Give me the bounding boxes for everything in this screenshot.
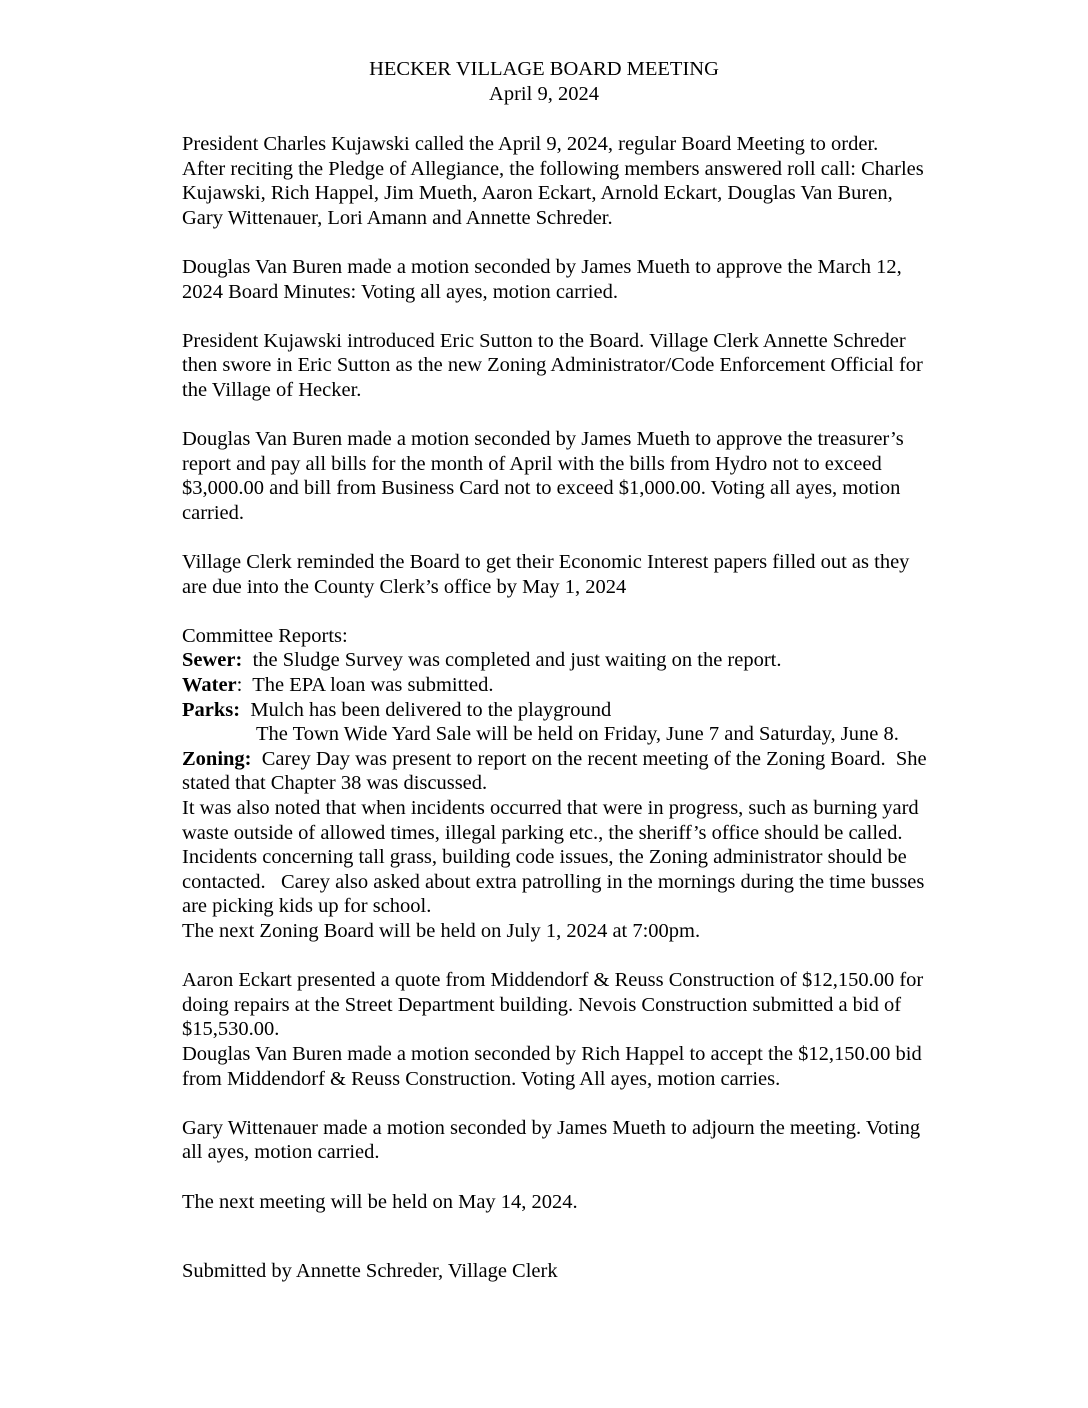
- text-line: are due into the County Clerk’s office by May 1, 2024: [182, 575, 627, 598]
- text-line: 2024 Board Minutes: Voting all ayes, motion carried.: [182, 280, 618, 303]
- text-line: The next Zoning Board will be held on July 1, 2024 at 7:00pm.: [182, 920, 701, 942]
- adjourn-paragraph: [182, 1116, 972, 1165]
- text-line: Douglas Van Buren made a motion seconded by James Mueth to approve the March 12,: [182, 255, 902, 278]
- water-label: Water: [182, 674, 237, 697]
- call-to-order-paragraph: [182, 132, 972, 230]
- text-line: Douglas Van Buren made a motion seconded by Rich Happel to accept the $12,150.00 bid: [182, 1042, 922, 1065]
- meeting-date: April 9, 2024: [489, 83, 599, 105]
- committee-reports-section: [182, 624, 972, 944]
- street-department-paragraph: [182, 968, 972, 1091]
- text-line: then swore in Eric Sutton as the new Zoning Administrator/Code Enforcement Official for: [182, 354, 923, 377]
- sewer-report: [182, 648, 972, 673]
- text-line: from Middendorf & Reuss Construction. Voting All ayes, motion carries.: [182, 1067, 781, 1090]
- text-line: report and pay all bills for the month of April with the bills from Hydro not to exceed: [182, 452, 882, 475]
- text-line: waste outside of allowed times, illegal parking etc., the sheriff’s office should be called.: [182, 821, 903, 844]
- text-line: Gary Wittenauer, Lori Amann and Annette Schreder.: [182, 206, 613, 229]
- parks-report: [182, 698, 972, 723]
- text-line: Kujawski, Rich Happel, Jim Mueth, Aaron Eckart, Arnold Eckart, Douglas Van Buren,: [182, 182, 893, 205]
- text-line: $15,530.00.: [182, 1018, 280, 1041]
- swearing-in-paragraph: [182, 329, 972, 403]
- text-line: Douglas Van Buren made a motion seconded by James Mueth to approve the treasurer’s: [182, 428, 904, 451]
- zoning-text: Carey Day was present to report on the recent meeting of the Zoning Board. She: [251, 747, 927, 770]
- text-line: The next meeting will be held on May 14, 2024.: [182, 1190, 578, 1213]
- submitted-by: Submitted by Annette Schreder, Village Clerk: [182, 1260, 558, 1282]
- text-line: the Village of Hecker.: [182, 378, 362, 401]
- text-line: carried.: [182, 501, 245, 524]
- minutes-body: [182, 132, 972, 1239]
- text-line: President Charles Kujawski called the April 9, 2024, regular Board Meeting to order.: [182, 133, 879, 155]
- document-title: HECKER VILLAGE BOARD MEETING: [369, 58, 719, 80]
- text-line: Gary Wittenauer made a motion seconded by James Mueth to adjourn the meeting. Voting: [182, 1116, 921, 1139]
- text-line: Incidents concerning tall grass, building code issues, the Zoning administrator should be: [182, 846, 907, 869]
- parks-label: Parks:: [182, 698, 241, 721]
- treasurer-report-paragraph: [182, 427, 972, 525]
- zoning-report: [182, 747, 972, 772]
- text-line: all ayes, motion carried.: [182, 1141, 380, 1164]
- text-line: stated that Chapter 38 was discussed.: [182, 772, 488, 795]
- sewer-label: Sewer:: [182, 649, 243, 672]
- text-line: Village Clerk reminded the Board to get their Economic Interest papers filled out as they: [182, 551, 910, 574]
- text-line: are picking kids up for school.: [182, 895, 432, 918]
- water-report: [182, 673, 972, 698]
- zoning-label: Zoning:: [182, 747, 252, 770]
- minutes-approval-paragraph: [182, 255, 972, 304]
- committee-reports-heading: Committee Reports:: [182, 624, 348, 647]
- next-meeting-paragraph: [182, 1190, 972, 1215]
- text-line: doing repairs at the Street Department building. Nevois Construction submitted a bid of: [182, 993, 902, 1016]
- water-text: : The EPA loan was submitted.: [236, 674, 494, 697]
- text-line: $3,000.00 and bill from Business Card not to exceed $1,000.00. Voting all ayes, motion: [182, 477, 901, 500]
- yard-sale-note: The Town Wide Yard Sale will be held on Friday, June 7 and Saturday, June 8.: [256, 723, 899, 746]
- parks-text: Mulch has been delivered to the playground: [240, 698, 612, 721]
- text-line: President Kujawski introduced Eric Sutton to the Board. Village Clerk Annette Schreder: [182, 329, 906, 352]
- text-line: It was also noted that when incidents occurred that were in progress, such as burning yard: [182, 797, 919, 820]
- text-line: contacted. Carey also asked about extra patrolling in the mornings during the time busses: [182, 870, 925, 893]
- economic-interest-paragraph: [182, 550, 972, 599]
- text-line: After reciting the Pledge of Allegiance, the following members answered roll call: Charles: [182, 157, 924, 180]
- sewer-text: the Sludge Survey was completed and just waiting on the report.: [242, 649, 782, 672]
- text-line: Aaron Eckart presented a quote from Middendorf & Reuss Construction of $12,150.00 for: [182, 969, 924, 992]
